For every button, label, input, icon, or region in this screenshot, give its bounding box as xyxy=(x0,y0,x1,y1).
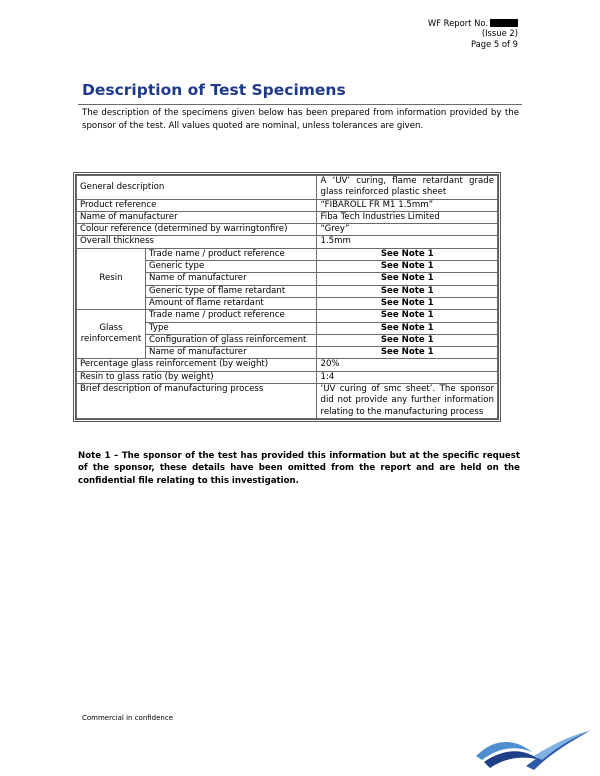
cell-label: Configuration of glass reinforcement xyxy=(145,334,317,346)
cell-label: Name of manufacturer xyxy=(145,273,317,285)
cell-label: General description xyxy=(77,176,317,200)
title-divider xyxy=(78,104,522,105)
cell-value: A ‘UV’ curing, flame retardant grade glass reinforced plastic sheet xyxy=(317,176,498,200)
page-number: Page 5 of 9 xyxy=(471,38,518,49)
intro-paragraph: The description of the specimens given below has been prepared from information provided by the sponsor of the test. All values quoted are nominal, unless tolerances are given. xyxy=(82,108,519,131)
table-row xyxy=(77,371,498,383)
cell-label: Colour reference (determined by warringtonfire) xyxy=(77,224,317,236)
footer-confidential: Commercial in confidence xyxy=(82,714,174,722)
cell-label: Type xyxy=(145,322,317,334)
issue-label: (Issue 2) xyxy=(481,28,518,39)
table-row xyxy=(77,211,498,223)
table-row xyxy=(77,224,498,236)
cell-value: See Note 1 xyxy=(317,334,498,346)
glass-group-label: Glass reinforcement xyxy=(77,310,146,359)
cell-value: 1.5mm xyxy=(317,236,498,248)
report-header xyxy=(428,18,518,49)
table-row xyxy=(77,176,498,200)
cell-value: 1:4 xyxy=(317,371,498,383)
cell-value: See Note 1 xyxy=(317,347,498,359)
table-row xyxy=(77,236,498,248)
table-row xyxy=(77,199,498,211)
cell-label: Resin to glass ratio (by weight) xyxy=(77,371,317,383)
warringtonfire-wave-logo-icon xyxy=(474,726,594,772)
cell-value: See Note 1 xyxy=(317,273,498,285)
cell-label: Name of manufacturer xyxy=(77,211,317,223)
cell-label: Name of manufacturer xyxy=(145,347,317,359)
cell-value: See Note 1 xyxy=(317,261,498,273)
cell-value: “Grey” xyxy=(317,224,498,236)
redaction-block xyxy=(490,19,518,27)
cell-value: See Note 1 xyxy=(317,297,498,309)
table-row xyxy=(77,248,498,260)
resin-group-label: Resin xyxy=(77,248,146,309)
cell-label: Overall thickness xyxy=(77,236,317,248)
cell-label: Product reference xyxy=(77,199,317,211)
cell-value: Fiba Tech Industries Limited xyxy=(317,211,498,223)
cell-label: Brief description of manufacturing process xyxy=(77,384,317,419)
note-1: Note 1 – The sponsor of the test has provided this information but at the specific request of the sponsor, these details have been omitted from the report and are held on the confidential file relating to this investigation. xyxy=(78,451,520,486)
cell-label: Trade name / product reference xyxy=(145,248,317,260)
cell-label: Amount of flame retardant xyxy=(145,297,317,309)
cell-value: See Note 1 xyxy=(317,248,498,260)
cell-value: 20% xyxy=(317,359,498,371)
cell-value: ‘UV curing of smc sheet’. The sponsor did not provide any further information relating to the manufacturing process xyxy=(317,384,498,419)
cell-label: Generic type xyxy=(145,261,317,273)
cell-label: Trade name / product reference xyxy=(145,310,317,322)
table-row xyxy=(77,384,498,419)
cell-label: Percentage glass reinforcement (by weight) xyxy=(77,359,317,371)
table-row xyxy=(77,359,498,371)
specimen-table xyxy=(76,175,498,419)
page-title: Description of Test Specimens xyxy=(82,81,346,99)
cell-value: See Note 1 xyxy=(317,310,498,322)
cell-value: “FIBAROLL FR M1 1.5mm” xyxy=(317,199,498,211)
table-row xyxy=(77,310,498,322)
logo-swoosh xyxy=(526,732,588,770)
cell-label: Generic type of flame retardant xyxy=(145,285,317,297)
cell-value: See Note 1 xyxy=(317,322,498,334)
report-number-label: WF Report No. xyxy=(427,18,488,28)
cell-value: See Note 1 xyxy=(317,285,498,297)
